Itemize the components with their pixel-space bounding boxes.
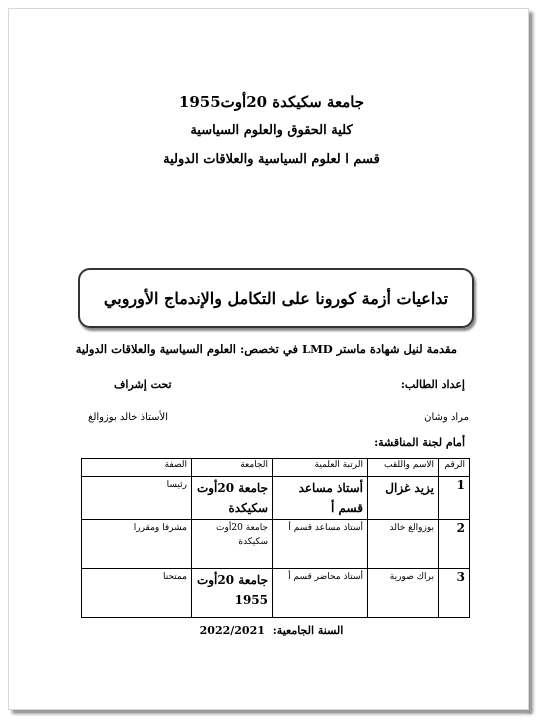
row-university: جامعة 20أوت 1955 (192, 569, 273, 618)
committee-label: أمام لجنة المناقشة: (374, 436, 465, 449)
degree-subtitle: مقدمة لنيل شهادة ماستر LMD في تخصص: العلوم السياسية والعلاقات الدولية (75, 342, 457, 356)
row-num: 2 (439, 520, 470, 569)
prepared-by-label: إعداد الطالب: (400, 378, 465, 391)
row-rank: أستاذ محاضر قسم أ (273, 569, 368, 618)
thesis-title: تداعيات أزمة كورونا على التكامل والإندماج الأوروبي (103, 288, 449, 308)
table-row (82, 569, 470, 618)
header-role: الصفة (82, 459, 192, 477)
committee-table (81, 458, 470, 618)
row-num: 3 (439, 569, 470, 618)
row-role: رئيسا (82, 477, 192, 520)
header-name: الاسم واللقب (368, 459, 439, 477)
supervisor-name: الأستاذ خالد بوزوالغ (88, 412, 169, 423)
table-row (82, 477, 470, 520)
table-row (82, 520, 470, 569)
thesis-title-box (78, 268, 474, 328)
university-name: جامعة سكيكدة 20أوت1955 (178, 93, 365, 111)
row-rank: أستاذ مساعد قسم أ (273, 520, 368, 569)
row-name: يزيد غزال (368, 477, 439, 520)
header-university: الجامعة (192, 459, 273, 477)
academic-year-line (0, 624, 543, 637)
department-name: قسم ا لعلوم السياسية والعلاقات الدولية (163, 152, 380, 167)
header-rank: الرتبة العلمية (273, 459, 368, 477)
supervision-label: تحت إشراف (114, 378, 172, 391)
row-name: براك صورية (368, 569, 439, 618)
row-role: مشرفا ومقررا (82, 520, 192, 569)
row-university: جامعة 20أوت سكيكدة (192, 520, 273, 569)
faculty-name: كلية الحقوق والعلوم السياسية (190, 123, 353, 138)
row-university: جامعة 20أوت سكيكدة (192, 477, 273, 520)
row-num: 1 (439, 477, 470, 520)
row-role: ممتحنا (82, 569, 192, 618)
row-name: بوزوالغ خالد (368, 520, 439, 569)
row-rank: أستاذ مساعد قسم أ (273, 477, 368, 520)
academic-year-value: 2022/2021 (199, 624, 265, 637)
table-header-row (82, 459, 470, 477)
student-name: مراد وشان (424, 412, 469, 423)
header-num: الرقم (439, 459, 470, 477)
academic-year-label: السنة الجامعية: (272, 624, 344, 637)
